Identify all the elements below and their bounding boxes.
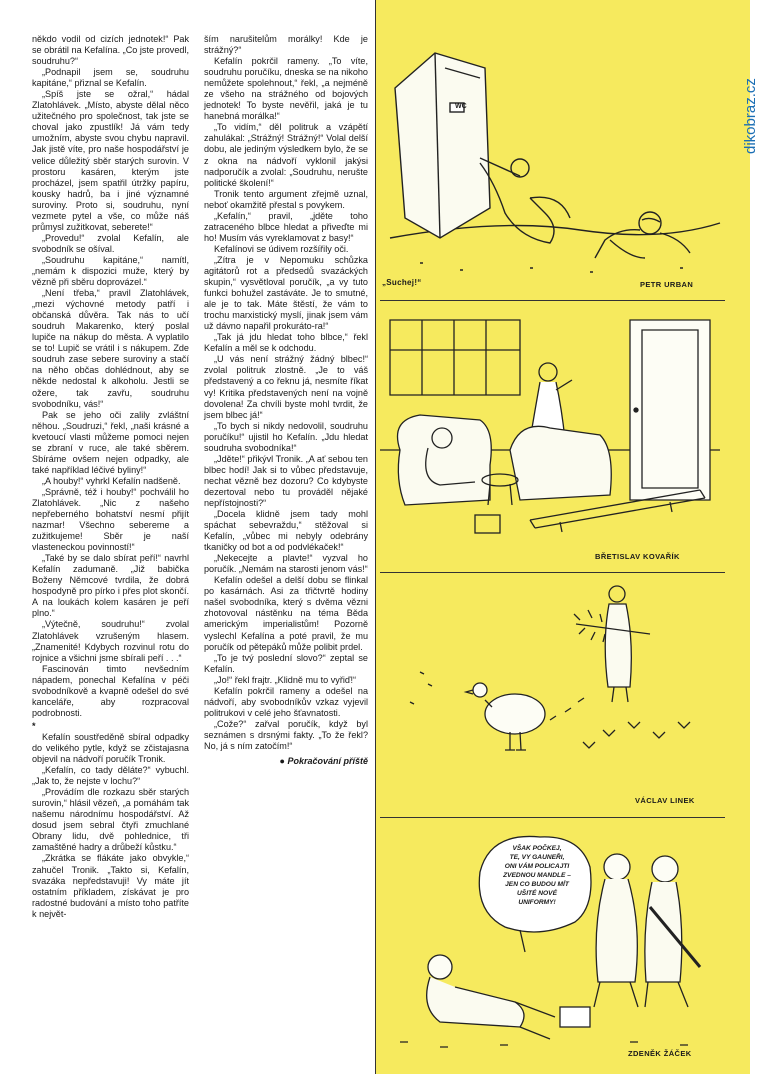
bubble-line: TE, VY GAUNEŘI, xyxy=(509,854,565,861)
paragraph: Kefalín pokrčil rameny. „To víte, soudruhu poručíku, dneska se na nikoho nemůžete spolehnout,“ řekl, „a nejméně ze všeho na strážného od bojových jednotek! To byste nevěřil, jaká je tu hanebná morálka!“ xyxy=(204,56,368,122)
paragraph: „Docela klidně jsem tady mohl spáchat sebevraždu,“ stěžoval si Kefalín, „vůbec mi nebyly odebrány tkaničky od bot a od podvlékaček!“ xyxy=(204,509,368,553)
cartoon-outhouse-drawing xyxy=(380,8,720,308)
cartoon-room-drawing xyxy=(380,300,720,575)
cartoon-caption: „Suchej!“ xyxy=(382,278,422,287)
paragraph: „Zkrátka se flákáte jako obvykle,“ zahučel Tronik. „Takto si, Kefalín, svazáka nepředstavuji! Vy máte jít ostatním příkladem, získávat je pro radostné budování a místo toho patříte k největ- xyxy=(32,853,189,919)
bubble-line: ONI VÁM POLICAJTI xyxy=(504,863,570,870)
outhouse-sign: WC xyxy=(455,103,467,110)
paragraph: Kefalín pokrčil rameny a odešel na nádvoří, aby svobodníkův vzkaz vyjevil politrukovi v celé jeho šťavnatosti. xyxy=(204,685,368,718)
text-column-middle xyxy=(204,34,368,767)
paragraph: „Není třeba,“ pravil Zlatohlávek, „mezi výchovné metody patří i občanská důvěra. Tak nás to učí soudruh Makarenko, který poslal lupiče na nákup do města. A vyplatilo se to! Lupič se vrátil i s nákupem. Zde soudruh zase sebere suroviny a stačí na něho občas dohlédnout, aby se někde nedostal k alkoholu. Jestli se ožere, tak zavřu, soudruhu svobodníku, vás!“ xyxy=(32,288,189,409)
paragraph: „Tak já jdu hledat toho blbce,“ řekl Kefalín a měl se k odchodu. xyxy=(204,332,368,354)
paragraph: „Cože?“ zařval poručík, když byl seznámen s drsnými fakty. „To že řekl? No, já s ním zatočím!“ xyxy=(204,718,368,751)
paragraph: „A houby!“ vyhrkl Kefalín nadšeně. xyxy=(42,475,181,486)
cartoon-credit: VÁCLAV LINEK xyxy=(635,796,695,805)
paragraph: „To je tvý poslední slovo?“ zeptal se Kefalín. xyxy=(204,652,368,674)
bubble-line: UŠITÉ NOVÉ xyxy=(517,890,557,897)
paragraph: „Také by se dalo sbírat peří!“ navrhl Kefalín zadumaně. „Již babička Boženy Němcové tvrdila, že dobrá hospodyně pro pírko i přes plot skončí. A na loukách kolem kasáren je peří plno.“ xyxy=(32,553,189,619)
bubble-line: JEN CO BUDOU MÍT xyxy=(505,881,569,888)
cartoon-zacek xyxy=(380,817,720,1067)
cartoon-credit: BŘETISLAV KOVAŘÍK xyxy=(595,552,680,561)
section-break: * xyxy=(32,720,36,731)
paragraph: ším narušitelům morálky! Kde je strážný?“ xyxy=(204,34,368,56)
cartoon-kovarik xyxy=(380,300,720,575)
paragraph: „Nekecejte a plavte!“ vyzval ho poručík. „Nemám na starosti jenom vás!“ xyxy=(204,553,368,575)
paragraph: „Podnapil jsem se, soudruhu kapitáne,“ přiznal se Kefalín. xyxy=(32,67,189,89)
cartoon-chicken-drawing xyxy=(380,572,720,817)
paragraph: „Jděte!“ přikývl Tronik. „A ať sebou ten blbec hodí! Jak si to vůbec představuje, nechat vězně bez dozoru? Co kdybyste dezertoval nebo tu prováděl nějaké nepřístojnosti?“ xyxy=(204,453,368,508)
paragraph: Kefalín soustředěně sbíral odpadky do velikého pytle, když se zčistajasna objevil na nádvoří poručík Tronik. xyxy=(32,731,189,765)
bubble-line: UNIFORMY! xyxy=(518,899,556,906)
bubble-line: ZVEDNOU MANDLE – xyxy=(503,872,571,879)
paragraph: „Soudruhu kapitáne,“ namítl, „nemám k dispozici muže, který by vězně při sběru doprovázel.“ xyxy=(32,254,189,288)
paragraph: „Kefalín,“ pravil, „jděte toho zatraceného blbce hledat a přiveďte mi ho! Musím vás vyreklamovat z basy!“ xyxy=(204,210,368,243)
watermark[interactable]: dikobraz.cz xyxy=(742,78,759,154)
paragraph: Kefalín odešel a delší dobu se flinkal po kasárnách. Asi za třičtvrtě hodiny našel svobodníka, který s dvěma vězni zhotovoval nástěnku na téma Běda americkým imperialistům! Pozorně vyslechl Kefalína a poté pravil, že mu poručík od pětepáků může polibit prdel. xyxy=(204,575,368,652)
paragraph: Kefalínovi se údivem rozšířily oči. xyxy=(214,243,349,254)
paragraph: „Správně, též i houby!“ pochválil ho Zlatohlávek. „Nic z našeho nepřeberného bohatství nesmí přijít nazmar! Všechno sebereme a zužitkujeme! Sběr je naší vlasteneckou povinností!“ xyxy=(32,486,189,553)
paragraph: Pak se jeho oči zalily zvláštní něhou. „Soudruzi,“ řekl, „naši krásné a kvetoucí vlasti můžeme pomoci nejen se zbraní v ruce, ale také sběrem. Sbíráme ovšem nejen odpadky, ale také například léčivé byliny!“ xyxy=(32,409,189,475)
paragraph: „U vás není strážný žádný blbec!“ zvolal politruk zlostně. „Je to váš představený a co řeknu já, nesmíte říkat vy! Kritika představených není na vojně dovolena! Za chvíli byste mohl tvrdit, že jsem blbec já!“ xyxy=(204,354,368,420)
paragraph: „To vidím,“ děl politruk a vzápětí zahulákal: „Strážný! Strážný!“ Volal delší dobu, ale jediným výsledkem bylo, že se z okna na nádvoří vyklonil jakýsi nadporučík a zvolal: „Soudruhu, nerušte politické školení!“ xyxy=(204,122,368,188)
text-column-left xyxy=(32,34,189,920)
paragraph: „Kefalín, co tady děláte?“ vybuchl. „Jak to, že nejste v lochu?“ xyxy=(32,765,189,787)
paragraph: „Provedu!“ zvolal Kefalín, ale svobodník se ošíval. xyxy=(32,232,189,254)
cartoon-urban xyxy=(380,8,720,308)
paragraph: Fascinován timto nevšedním nápadem, ponechal Kefalína v péči svobodníkově a kvapně odešel do své kanceláře, aby rozpracoval podrobnosti. xyxy=(32,663,189,718)
paragraph: „Výtečně, soudruhu!“ zvolal Zlatohlávek vzrušeným hlasem. „Znamenité! Kdybych rozvinul rotu do rojnice a všichni jsme sbírali peří . . .“ xyxy=(32,619,189,663)
bubble-line: VŠAK POČKEJ, xyxy=(512,845,562,852)
paragraph: „Provádím dle rozkazu sběr starých surovin,“ hlásil vězeň, „a pomáhám tak našemu národnímu hospodářství. Až dosud jsem sebral čtyři zmuchlané Obrany lidu, dvě pohlednice, tři zamaštěné hadry a drůbeží kůstku.“ xyxy=(32,787,189,853)
cartoon-credit: PETR URBAN xyxy=(640,280,694,289)
speech-bubble-text xyxy=(484,844,590,907)
paragraph: „Spíš jste se ožral,“ hádal Zlatohlávek. „Místo, abyste dělal něco užitečného pro společnost, tak jste se choval jako zpustlík! Já vám tedy umožním, abyste svou chybu napravil. Jak jistě víte, pro naše hospodářství je velice důležitý sběr starých surovin. V prostoru kasáren, kterým jste procházel, jsem spatřil útržky papíru, kousky hadrů, ba i jiné významné suroviny. Proto si, soudruhu, nyní vezmete pytel a vše, co může náš průmysl zužitkovat, seberete!“ xyxy=(32,89,189,232)
paragraph: někdo vodil od cizích jednotek!“ Pak se obrátil na Kefalína. „Co jste provedl, soudruhu?“ xyxy=(32,34,189,67)
cartoon-credit: ZDENĚK ŽÁČEK xyxy=(628,1049,692,1058)
paragraph: „Zítra je v Nepomuku schůzka agitátorů rot a předsedů svazáckých skupin,“ vysvětloval poručík, „a vy tuto funkci bohužel zastáváte. Je to smutné, ale je to tak. Máte štěstí, že vám to trochu marxistický myslí, jinak jsem vám už dávno napařil prokuráto-ra!“ xyxy=(204,254,368,332)
paragraph: „Jo!“ řekl frajtr. „Klidně mu to vyřiď!“ xyxy=(214,674,357,685)
continued-note: ● Pokračování příště xyxy=(279,756,368,767)
paragraph: Tronik tento argument zřejmě uznal, neboť okamžitě přestal s povykem. xyxy=(204,188,368,210)
paragraph: „To bych si nikdy nedovolil, soudruhu poručíku!“ ujistil ho Kefalín. „Jdu hledat soudruha svobodníka!“ xyxy=(204,420,368,453)
cartoon-linek xyxy=(380,572,720,817)
